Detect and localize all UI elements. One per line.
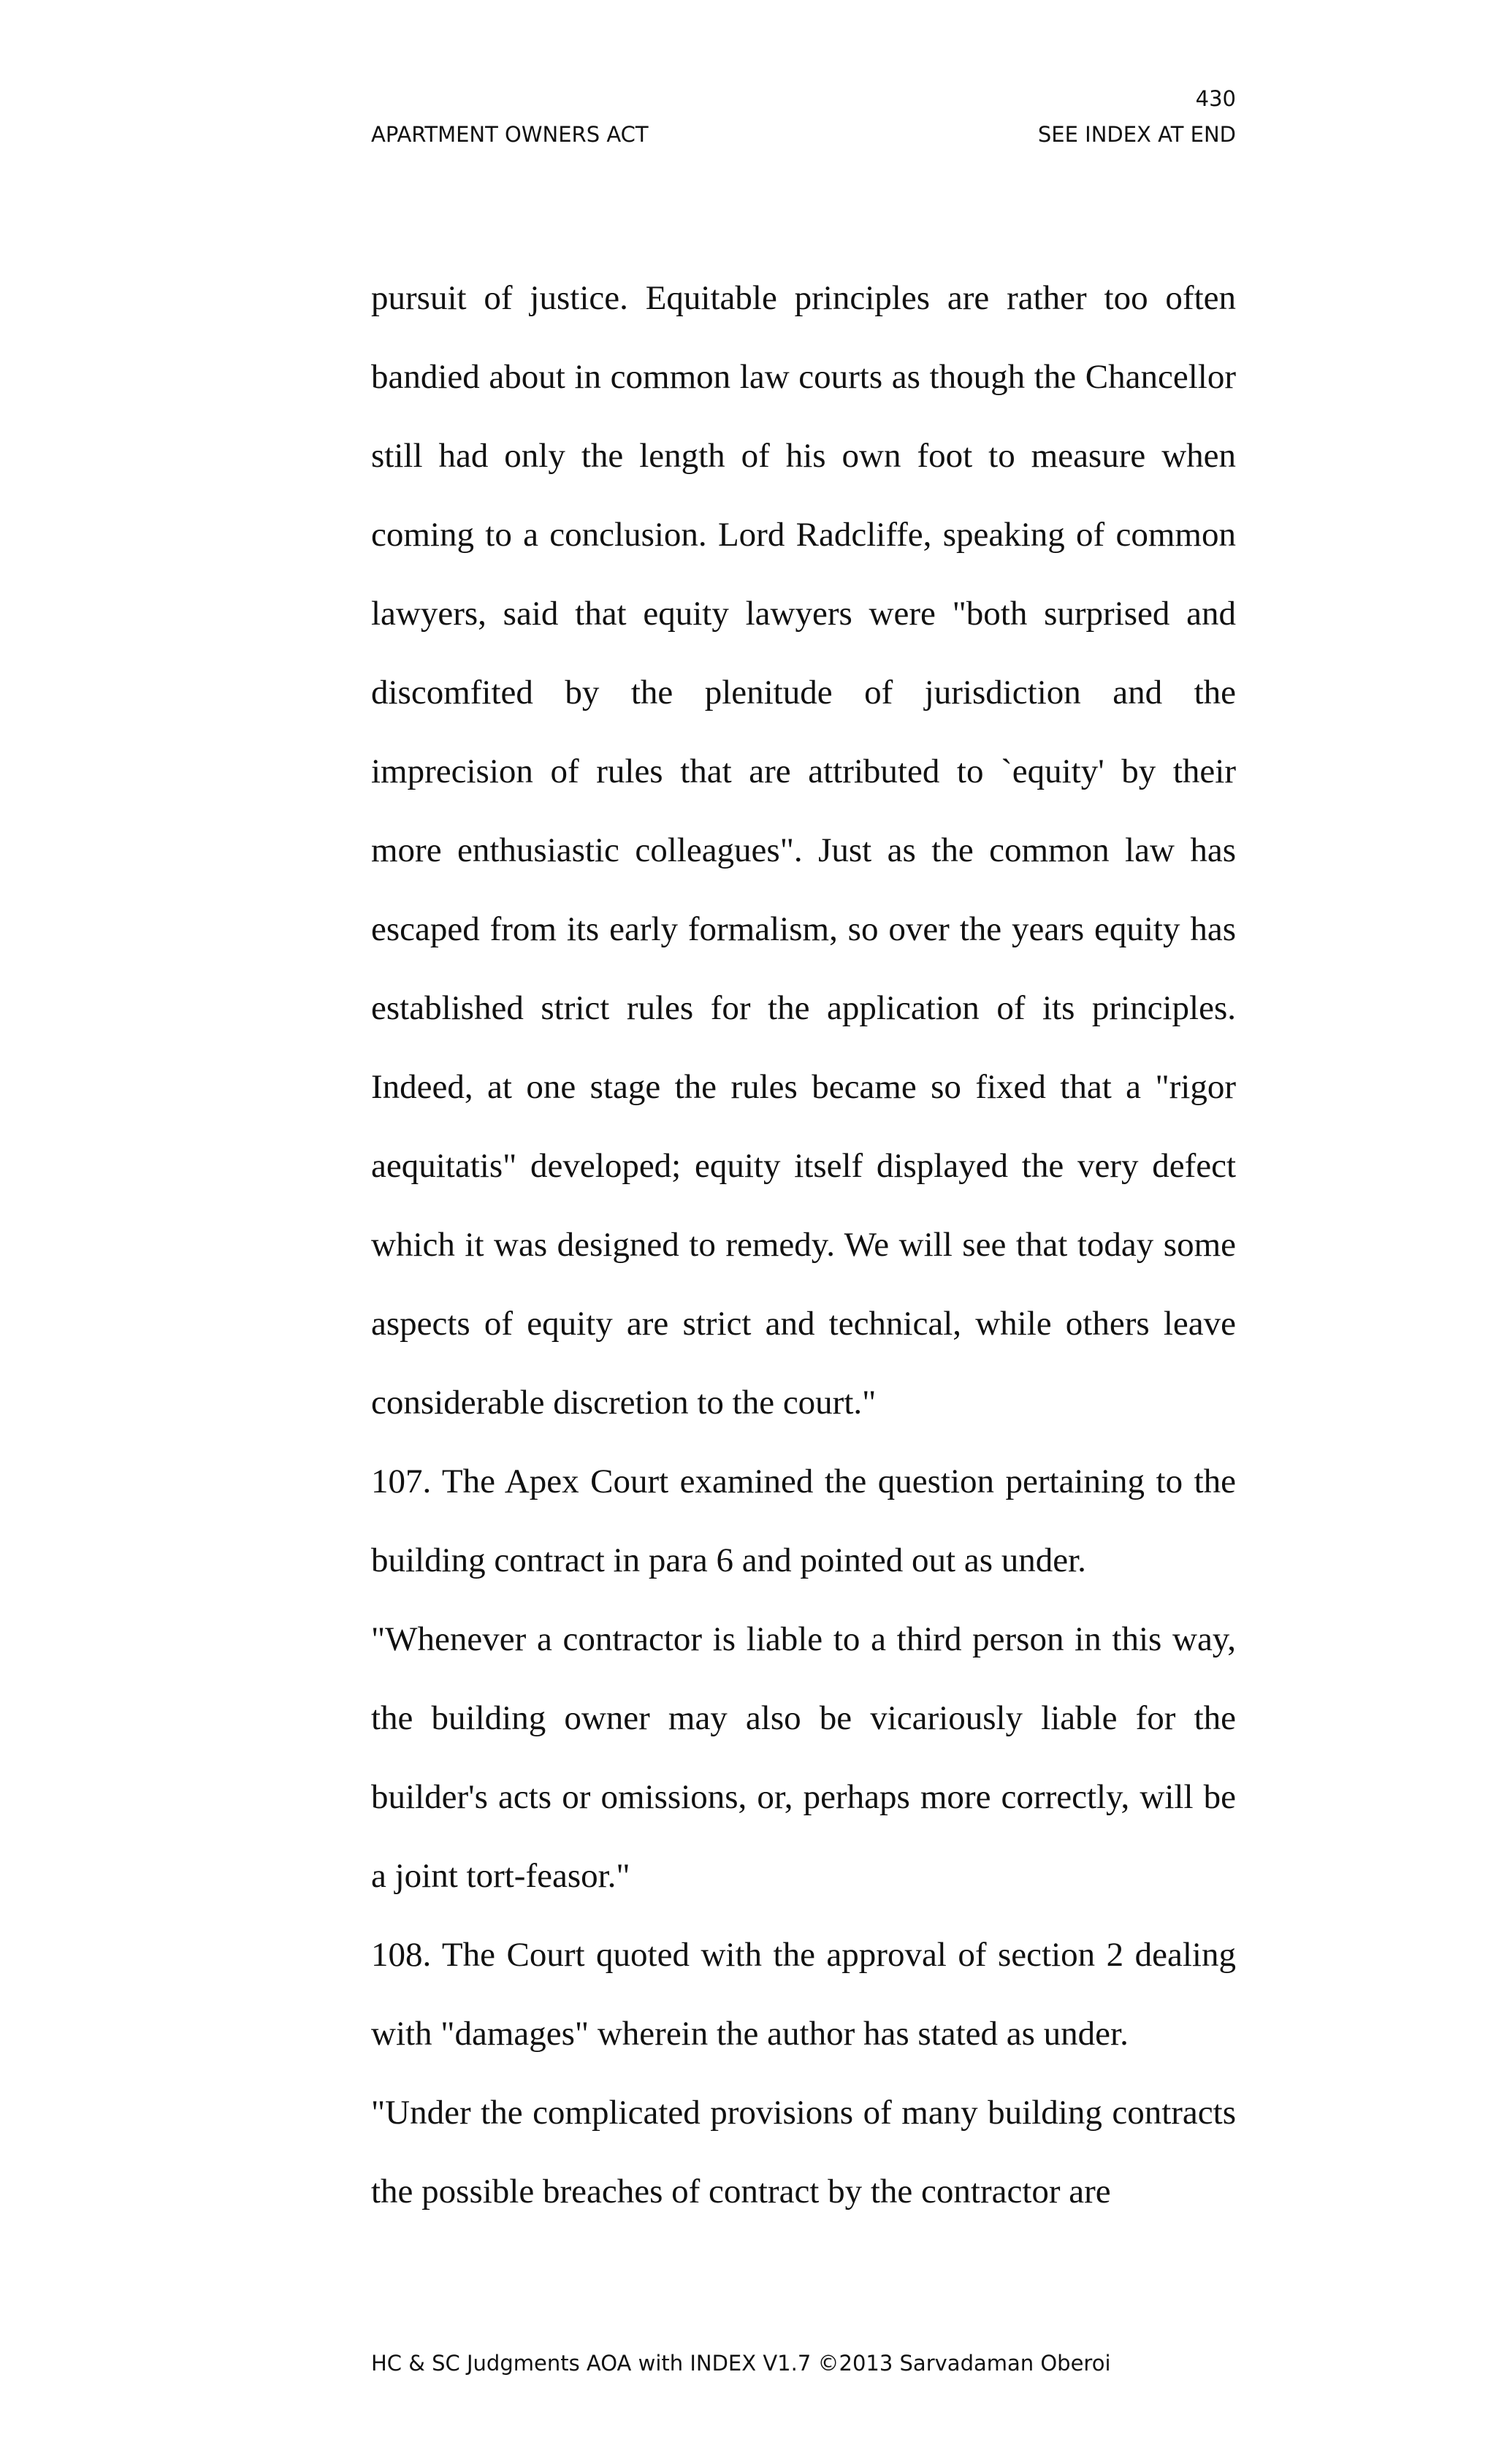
page-footer: HC & SC Judgments AOA with INDEX V1.7 ©2013 Sarvadaman Oberoi <box>371 2351 1111 2376</box>
paragraph-quote-continuation: pursuit of justice. Equitable principles are rather too often bandied about in common law courts as though the Chancellor still had only the length of his own foot to measure when coming to a conclusion. Lord Radcliffe, speaking of common lawyers, said that equity lawyers were "both surprised and discomfited by the plenitude of jurisdiction and the imprecision of rules that are attributed to `equity' by their more enthusiastic colleagues". Just as the common law has escaped from its early formalism, so over the years equity has established strict rules for the application of its principles. Indeed, at one stage the rules became so fixed that a "rigor aequitatis" developed; equity itself displayed the very defect which it was designed to remedy. We will see that today some aspects of equity are strict and technical, while others leave considerable discretion to the court." <box>371 279 1236 1422</box>
paragraph-107: 107. The Apex Court examined the question pertaining to the building contract in para 6 and pointed out as under. <box>371 1462 1236 1579</box>
paragraph-quote-building-contracts: "Under the complicated provisions of many building contracts the possible breaches of contract by the contractor are <box>371 2094 1236 2211</box>
running-header-title: APARTMENT OWNERS ACT <box>371 122 649 147</box>
page-number: 430 <box>1195 86 1236 111</box>
paragraph-quote-contractor: "Whenever a contractor is liable to a third person in this way, the building owner may also be vicariously liable for the builder's acts or omissions, or, perhaps more correctly, will be a joint tort-feasor." <box>371 1620 1236 1895</box>
document-body <box>371 259 1236 2231</box>
running-header-index-note: SEE INDEX AT END <box>1037 122 1236 147</box>
paragraph-108: 108. The Court quoted with the approval of section 2 dealing with "damages" wherein the author has stated as under. <box>371 1936 1236 2053</box>
